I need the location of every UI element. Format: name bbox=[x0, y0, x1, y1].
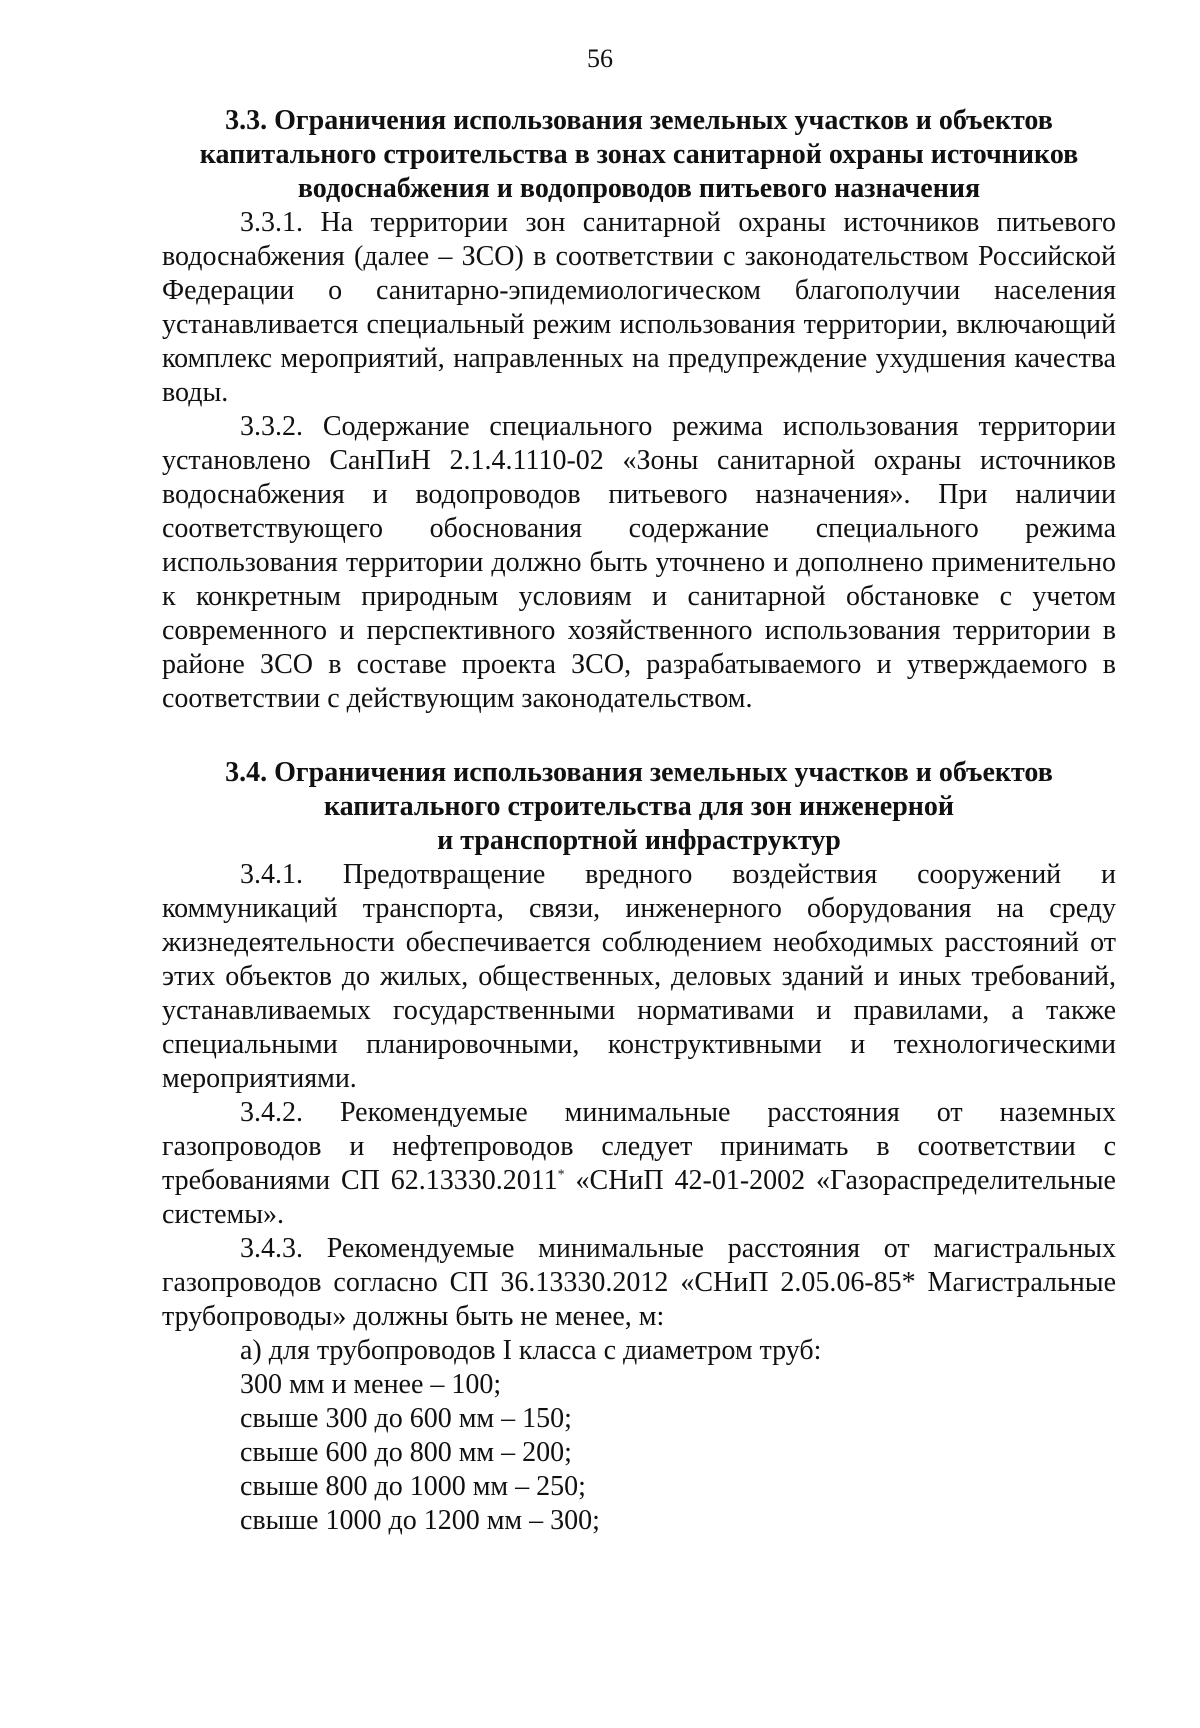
section-3-4-heading bbox=[162, 756, 1116, 858]
asterisk-superscript: * bbox=[557, 1167, 565, 1183]
heading-line: капитального строительства в зонах санитарной охраны источников bbox=[199, 139, 1079, 170]
paragraph-3-3-2: 3.3.2. Содержание специального режима использования территории установлено СанПиН 2.1.4.1110-02 «Зоны санитарной охраны источников водоснабжения и водопроводов питьевого назначения». При наличии соответствующего обоснования содержание специального режима использования территории должно быть уточнено и дополнено применительно к конкретным природным условиям и санитарной обстановке с учетом современного и перспективного хозяйственного использования территории в районе ЗСО в составе проекта ЗСО, разрабатываемого и утверждаемого в соответствии с действующим законодательством. bbox=[162, 411, 1116, 714]
list-item: свыше 300 до 600 мм – 150; bbox=[240, 1403, 572, 1434]
paragraph-3-4-2-text: 3.4.2. Рекомендуемые минимальные расстояния от наземных газопроводов и нефтепроводов следует принимать в соответствии с требованиями СП 62.13330.2011 bbox=[162, 1097, 1116, 1196]
paragraph-3-3-1: 3.3.1. На территории зон санитарной охраны источников питьевого водоснабжения (далее – ЗСО) в соответствии с законодательством Российской Федерации о санитарно-эпидемиологическом благополучии населения устанавливается специальный режим использования территории, включающий комплекс мероприятий, направленных на предупреждение ухудшения качества воды. bbox=[162, 207, 1116, 408]
paragraph-3-4-1: 3.4.1. Предотвращение вредного воздействия сооружений и коммуникаций транспорта, связи, инженерного оборудования на среду жизнедеятельности обеспечивается соблюдением необходимых расстояний от этих объектов до жилых, общественных, деловых зданий и иных требований, устанавливаемых государственными нормативами и правилами, а также специальными планировочными, конструктивными и технологическими мероприятиями. bbox=[162, 859, 1116, 1094]
paragraph-3-4-2 bbox=[162, 1096, 1116, 1232]
paragraph-3-4-3: 3.4.3. Рекомендуемые минимальные расстояния от магистральных газопроводов согласно СП 36.13330.2012 «СНиП 2.05.06-85* Магистральные трубопроводы» должны быть не менее, м: bbox=[162, 1233, 1116, 1332]
list-item: свыше 800 до 1000 мм – 250; bbox=[240, 1471, 586, 1502]
heading-line: 3.4. Ограничения использования земельных участков и объектов bbox=[225, 757, 1053, 788]
list-item: свыше 600 до 800 мм – 200; bbox=[240, 1437, 572, 1468]
page-content bbox=[162, 104, 1116, 1538]
heading-line: водоснабжения и водопроводов питьевого назначения bbox=[297, 173, 981, 204]
list-item: свыше 1000 до 1200 мм – 300; bbox=[240, 1505, 600, 1536]
heading-line: 3.3. Ограничения использования земельных участков и объектов bbox=[225, 105, 1053, 136]
heading-line: и транспортной инфраструктур bbox=[437, 825, 841, 856]
paragraph-3-4-2-text-end: «СНиП 42-01-2002 «Газораспределительные системы». bbox=[162, 1165, 1116, 1230]
list-item: а) для трубопроводов I класса с диаметром труб: bbox=[240, 1335, 822, 1366]
list-item: 300 мм и менее – 100; bbox=[240, 1369, 502, 1400]
page-number: 56 bbox=[587, 44, 613, 73]
section-3-3-heading bbox=[162, 104, 1116, 206]
heading-line: капитального строительства для зон инженерной bbox=[323, 791, 955, 822]
